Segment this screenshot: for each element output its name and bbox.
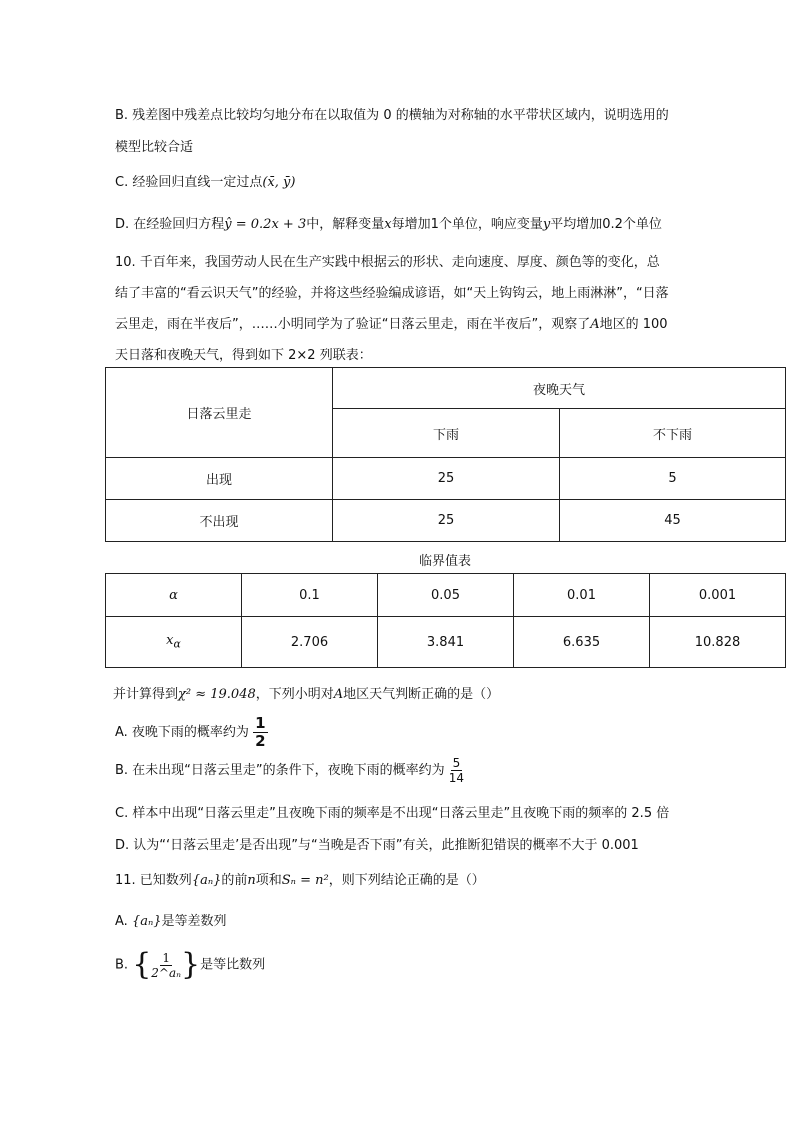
q10-option-b — [115, 757, 464, 784]
critical-value: 10.828 — [650, 617, 786, 668]
numerator: 5 — [452, 756, 461, 770]
q10-line-4: 天日落和夜晚天气，得到如下 2×2 列联表： — [115, 348, 372, 363]
q10-line-3-a: 云里走，雨在半夜后”，……小明同学为了验证“日落云里走，雨在半夜后”，观察了 — [115, 317, 591, 332]
x-label: x — [166, 633, 174, 649]
option-c — [115, 171, 295, 190]
option-d-var-x: x — [384, 217, 392, 232]
q11-option-b — [115, 947, 266, 982]
fraction-one-over-power — [151, 952, 181, 979]
q11-c: 项和 — [255, 873, 282, 888]
q11-a: 11. 已知数列 — [115, 873, 192, 888]
contingency-table — [105, 367, 786, 542]
table-row — [106, 458, 786, 500]
q10-option-d: D. 认为“‘日落云里走’是否出现”与“当晚是否下雨”有关，此推断犯错误的概率不大于 0.001 — [115, 838, 639, 853]
critical-value-table — [105, 573, 786, 668]
alpha-value: 0.001 — [650, 574, 786, 617]
numerator: 1 — [255, 714, 266, 732]
critical-table-caption: 临界值表 — [418, 554, 471, 569]
alpha-label: α — [106, 574, 242, 617]
option-d-equation: ŷ = 0.2x + 3 — [224, 217, 307, 232]
q11-formula: Sₙ = n² — [281, 873, 329, 888]
cell-value: 5 — [560, 458, 786, 500]
cell-value: 25 — [333, 500, 560, 542]
calc-b: ，下列小明对 — [255, 687, 334, 702]
denominator: 2^aₙ — [151, 965, 182, 980]
q10-line-3-var: A — [590, 317, 600, 332]
option-c-point: (x̄, ȳ) — [262, 175, 296, 190]
row-label: 不出现 — [106, 500, 333, 542]
cell-value: 45 — [560, 500, 786, 542]
q10-option-a-text: A. 夜晚下雨的概率约为 — [115, 725, 249, 740]
x-alpha-label — [106, 617, 242, 668]
numerator: 1 — [162, 950, 170, 965]
row-header-cell: 日落云里走 — [106, 368, 333, 458]
table-row — [106, 574, 786, 617]
option-d-suffix: 平均增加0.2个单位 — [550, 217, 662, 232]
q11-b: 的前 — [221, 873, 248, 888]
q11-option-a-text: 是等差数列 — [161, 914, 227, 929]
calc-a: 并计算得到 — [113, 687, 179, 702]
q10-line-3-b: 地区的 100 — [599, 317, 668, 332]
q10-option-b-text: B. 在未出现“日落云里走”的条件下，夜晚下雨的概率约为 — [115, 763, 445, 778]
q11-stem — [115, 869, 485, 888]
q10-line-2: 结了丰富的“看云识天气”的经验，并将这些经验编成谚语，如“天上钩钩云，地上雨淋淋”，“日落 — [115, 286, 669, 301]
denominator: 14 — [448, 771, 465, 785]
critical-value: 2.706 — [242, 617, 378, 668]
option-b-line-1: B. 残差图中残差点比较均匀地分布在以取值为 0 的横轴为对称轴的水平带状区域内，说明选用的 — [115, 108, 669, 123]
option-d-middle: 中，解释变量 — [306, 217, 385, 232]
alpha-value: 0.1 — [242, 574, 378, 617]
chi-square-formula: χ² ≈ 19.048 — [178, 687, 256, 702]
q11-n: n — [247, 873, 256, 888]
col-group-cell: 夜晚天气 — [333, 368, 786, 409]
q10-option-c: C. 样本中出现“日落云里走”且夜晚下雨的频率是不出现“日落云里走”且夜晚下雨的频率的 2.5 倍 — [115, 806, 670, 821]
critical-value: 6.635 — [514, 617, 650, 668]
q11-option-a-seq: {aₙ} — [131, 914, 162, 929]
option-c-text: C. 经验回归直线一定过点 — [115, 175, 263, 190]
col1-header: 下雨 — [333, 409, 560, 458]
cell-value: 25 — [333, 458, 560, 500]
row-label: 出现 — [106, 458, 333, 500]
q11-seq: {aₙ} — [191, 873, 222, 888]
option-d-var-y: y — [542, 217, 551, 232]
q11-d: ，则下列结论正确的是（） — [328, 873, 485, 888]
calc-var: A — [333, 687, 344, 702]
denominator: 2 — [255, 732, 266, 750]
fraction-one-half — [253, 716, 267, 749]
option-d-prefix: D. 在经验回归方程 — [115, 217, 225, 232]
option-d-middle2: 每增加1个单位，响应变量 — [391, 217, 543, 232]
col2-header: 不下雨 — [560, 409, 786, 458]
right-brace: } — [181, 947, 201, 982]
calc-line — [113, 683, 499, 702]
option-b-line-2: 模型比较合适 — [115, 140, 194, 155]
q10-line-1: 10. 千百年来，我国劳动人民在生产实践中根据云的形状、走向速度、厚度、颜色等的变化，总 — [115, 255, 660, 270]
alpha-value: 0.05 — [378, 574, 514, 617]
critical-value: 3.841 — [378, 617, 514, 668]
calc-c: 地区天气判断正确的是（） — [343, 687, 500, 702]
x-subscript: α — [173, 637, 181, 651]
q10-option-a — [115, 716, 268, 749]
left-brace: { — [132, 947, 152, 982]
q11-option-b-label: B. — [115, 957, 129, 973]
option-d — [115, 213, 662, 232]
q11-option-a-label: A. — [115, 914, 128, 929]
q11-option-b-text: 是等比数列 — [200, 957, 266, 973]
alpha-value: 0.01 — [514, 574, 650, 617]
table-row — [106, 500, 786, 542]
fraction-five-fourteenths — [449, 757, 464, 784]
q11-option-a — [115, 910, 227, 929]
table-row — [106, 617, 786, 668]
q10-line-3 — [115, 313, 668, 332]
